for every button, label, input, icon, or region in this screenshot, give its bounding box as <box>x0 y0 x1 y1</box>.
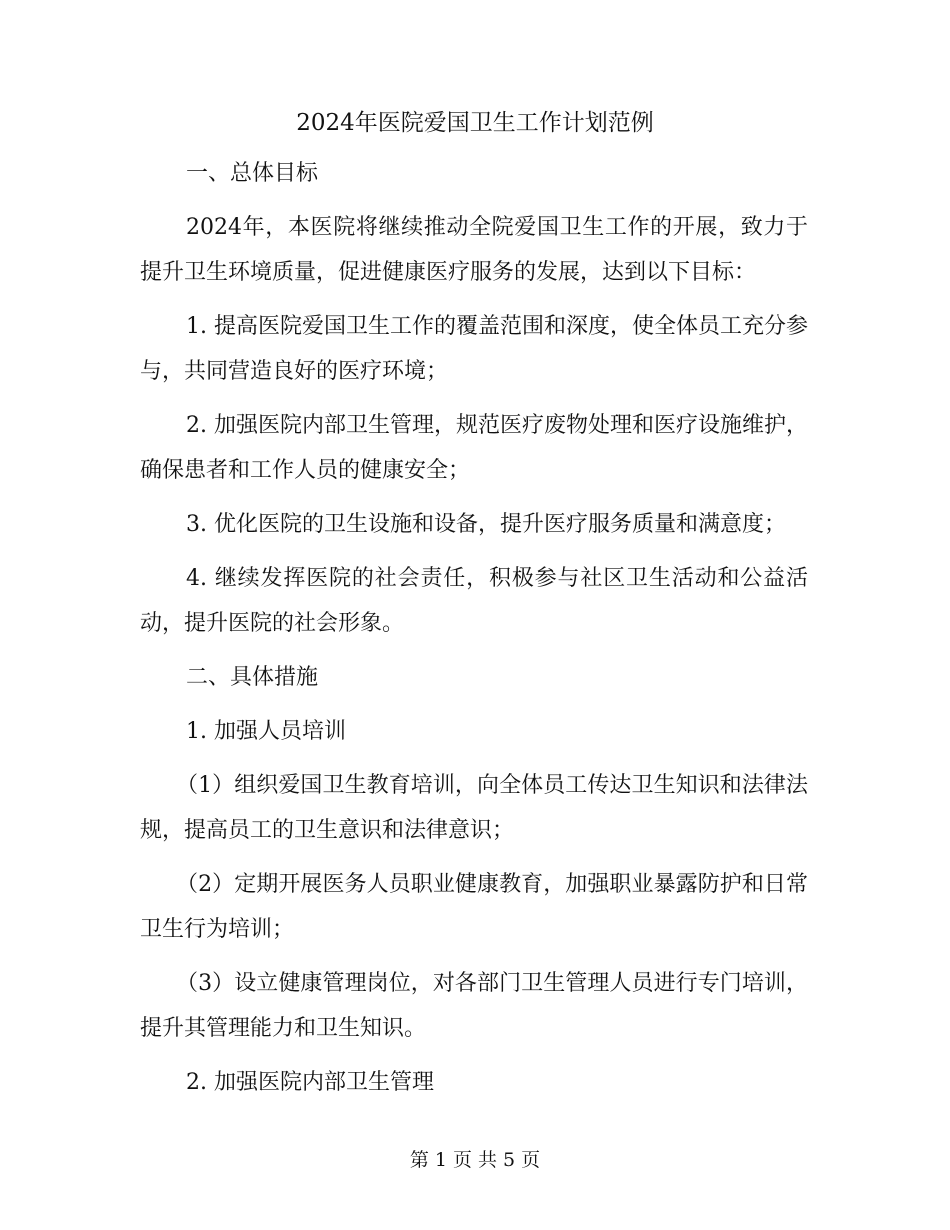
paragraph-intro: 2024年，本医院将继续推动全院爱国卫生工作的开展，致力于提升卫生环境质量，促进健康医疗服务的发展，达到以下目标： <box>140 215 808 285</box>
section-heading-measures: 二、具体措施 <box>186 665 319 690</box>
goal-item-1: 1. 提高医院爱国卫生工作的覆盖范围和深度，使全体员工充分参与，共同营造良好的医疗环境； <box>140 314 808 384</box>
measure-sub-item-1: （1）组织爱国卫生教育培训，向全体员工传达卫生知识和法律法规，提高员工的卫生意识和法律意识； <box>140 773 808 843</box>
measure-sub-item-3: （3）设立健康管理岗位，对各部门卫生管理人员进行专门培训，提升其管理能力和卫生知识。 <box>140 971 808 1041</box>
page-number: 第 1 页 共 5 页 <box>409 1149 541 1171</box>
measure-sub-item-2: （2）定期开展医务人员职业健康教育，加强职业暴露防护和日常卫生行为培训； <box>140 872 808 942</box>
measure-heading-2: 2. 加强医院内部卫生管理 <box>186 1070 434 1095</box>
goal-item-3: 3. 优化医院的卫生设施和设备，提升医疗服务质量和满意度； <box>186 512 786 537</box>
document-body <box>140 151 808 1114</box>
section-heading-goals: 一、总体目标 <box>186 161 319 186</box>
goal-item-2: 2. 加强医院内部卫生管理，规范医疗废物处理和医疗设施维护，确保患者和工作人员的健康安全； <box>140 413 808 483</box>
goal-item-4: 4. 继续发挥医院的社会责任，积极参与社区卫生活动和公益活动，提升医院的社会形象。 <box>140 566 808 636</box>
measure-heading-1: 1. 加强人员培训 <box>186 719 346 744</box>
document-title: 2024年医院爱国卫生工作计划范例 <box>296 110 654 136</box>
